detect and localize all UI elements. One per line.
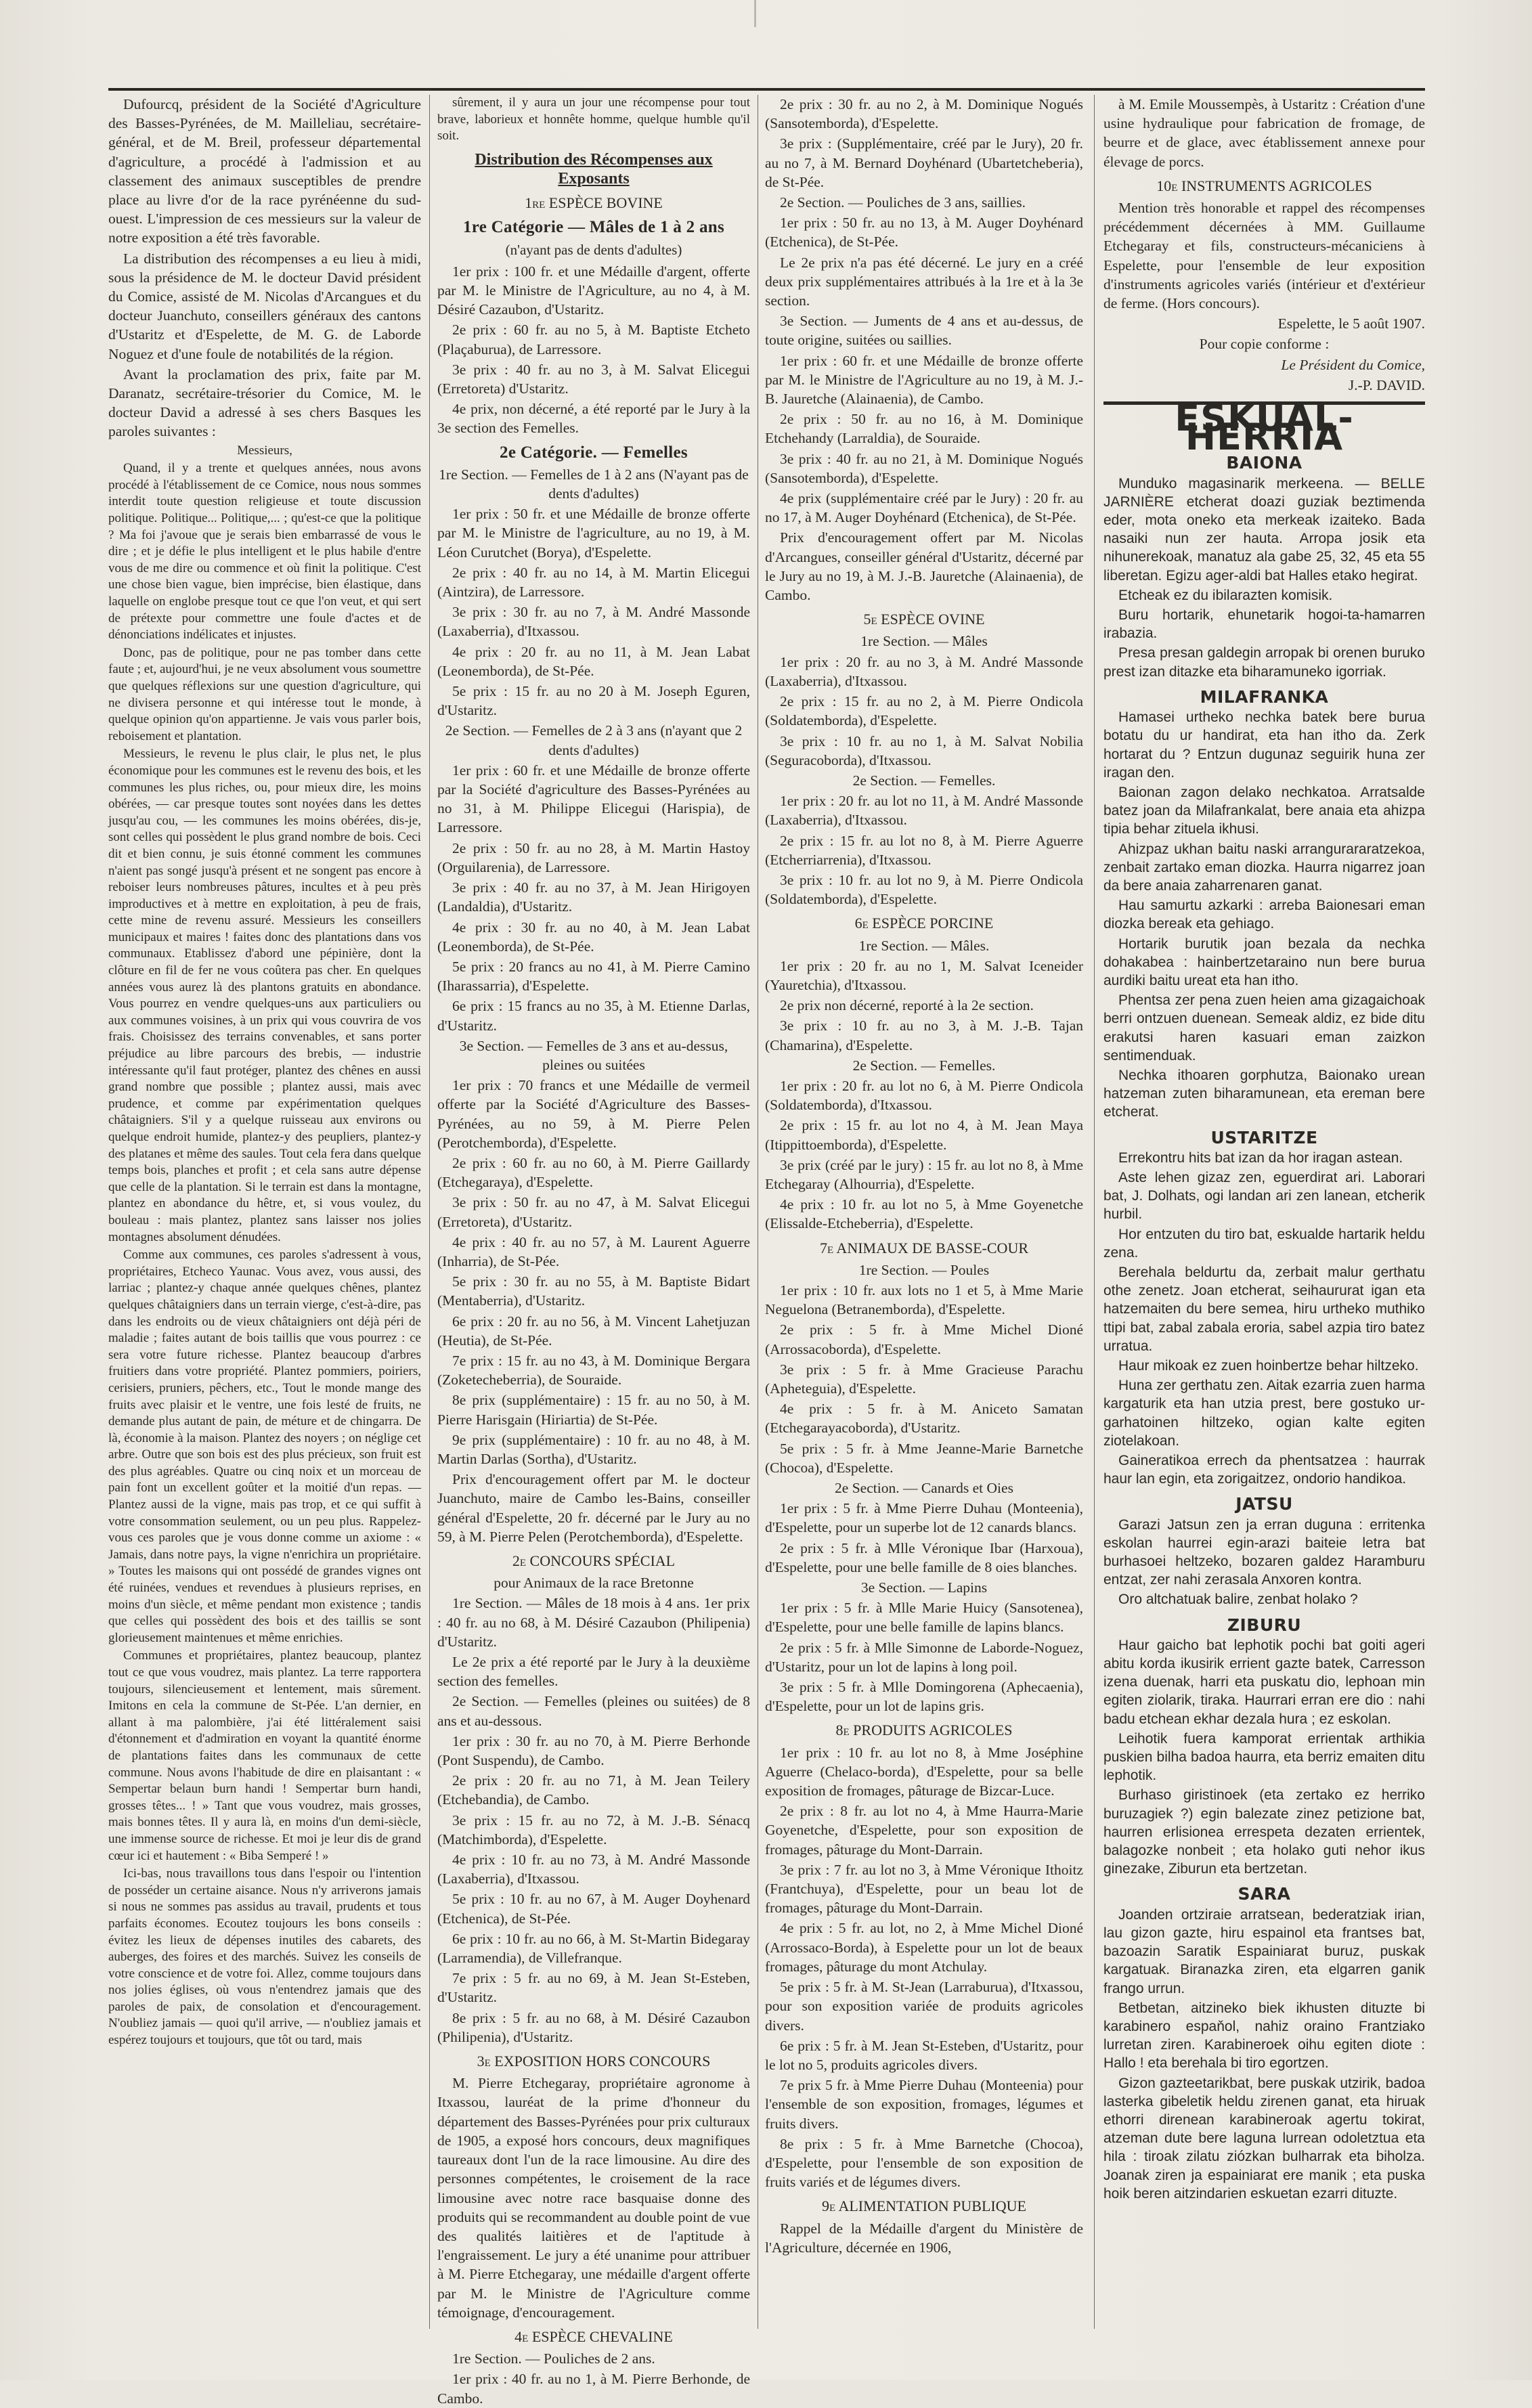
award-entry: 1er prix : 20 fr. au lot no 11, à M. André Massonde (Laxaberria), d'Itxassou.: [765, 793, 1083, 829]
news-paragraph: Leihotik fuera kamporat errientak arthikia puskien bilha badoa haurra, eta berriz emaiten ditu lephotik.: [1103, 1730, 1425, 1784]
news-paragraph: Gizon gazteetarikbat, bere puskak utzirik, badoa lasterka gibeletik heldu zirenen ganat, eta hiruak ethorri direnean karabineroak agertu tokirat, atzeman dute bere lagunа lurrean odoletztua eta hila : tiroak zilatu ziózkan bulharrak eta biholza. Joanak ziren ja espainiarat ere manik ; eta puska hoik beren aitzindarien eskuetan ezarri dituzte.: [1103, 2075, 1425, 2202]
award-entry: 1er prix : 20 fr. au no 3, à M. André Massonde (Laxaberria), d'Itxassou.: [765, 653, 1083, 689]
award-entry: 2e prix : 30 fr. au no 2, à M. Dominique Nogués (Sansotemborda), d'Espelette.: [765, 96, 1083, 132]
award-entry: 2e prix : 50 fr. au no 28, à M. Martin Hastoy (Orguilarenia), de Larressore.: [437, 839, 750, 875]
news-paragraph: Errekontru hits bat izan da hor iragan astean.: [1118, 1150, 1403, 1166]
category-subheading: (n'ayant pas de dents d'adultes): [505, 241, 682, 258]
award-entry: 3e prix : (Supplémentaire, créé par le Jury), 20 fr. au no 7, à M. Bernard Doyhénard (Ubartetcheberia), de St-Pée.: [765, 135, 1083, 190]
award-entry: 1re Section. — Femelles de 1 à 2 ans (N'ayant pas de dents d'adultes): [439, 466, 749, 502]
award-entry: 1re Section. — Poules: [858, 1261, 990, 1278]
award-entry: 2e Section. — Femelles de 2 à 3 ans (n'ayant que 2 dents d'adultes): [445, 722, 743, 758]
section-subheading: pour Animaux de la race Bretonne: [494, 1575, 694, 1592]
section-heading: 8e PRODUITS AGRICOLES: [835, 1722, 1013, 1739]
speech-paragraph: Comme aux communes, ces paroles s'adressent à vous, propriétaires, Etcheco Yaunac. Vous avez, vous aussi, des larriac ; plantez-y chaque année quelques chênes, plantez quelques châtaigniers dans un terrain vierge, c'est-à-dire, pas dans les endroits ou de vieux châtaigniers ont déjà péri de maladie ; faites autant de bois taillis que vous pourrez : ce sera votre future richesse. Plantez beaucoup d'arbres fruitiers dans votre propriété. Plantez pommiers, poiriers, cerisiers, pruniers, pêchers, etc., Tout le monde mange des fruits avec plaisir et le ventre, une fois lesté de fruits, ne demande plus autant de pain, de méture et de chingarra. De là, économie à la maison. Plantez des noyers ; on néglige cet arbre. Outre que son bois est des plus précieux, son fruit est des plus agréables. Quatre ou cinq noix et un morceau de pain font un excellent goûter et la moitié d'un repas. — Plantez aussi de la vigne, mais pas trop, et ce qui suffit à votre consommation seulement, ou un peu plus. Rappelez-vous ces paroles que je vous donne comme un axiome : « Jamais, dans notre pays, la vigne n'enrichira un propriétaire. » Toutes les maisons qui ont possédé de grandes vignes ont été ruinées, vendues et revendues à plusieurs reprises, en moins d'un siècle, et même pendant mon existence ; tandis que celles qui possèdent des bois et des taillis se sont glorieusement maintenues et même enrichies.: [108, 1248, 421, 1645]
news-paragraph: Garazi Jatsun zen ja erran duguna : erritenka eskolan haurrei egin-arazi baiteie letra bat burhasoei heltzeko, bozaren galdez Haramburu entzat, zer nahi zerasala Anxoren kontra.: [1103, 1516, 1425, 1588]
award-entry: 1re Section. — Mâles de 18 mois à 4 ans. 1er prix : 40 fr. au no 68, à M. Désiré Cazaubon (Philipenia) d'Ustaritz.: [437, 1595, 750, 1650]
speech-paragraph: Quand, il y a trente et quelques années, nous avons procédé à l'établissement de ce Comice, nous nous sommes interdit toute question religieuse et toute discussion politique. Politique... Politique,... ; qu'est-ce que la politique ? Ma foi j'avoue que je serais bien embarrassé de vous le dire ; et je défie le plus intelligent et le plus habile d'entre vous de me dire ou commence et où finit la politique. C'est une chose bien vague, bien imprécise, bien élastique, dans laquelle on englobe presque tout ce que l'on veut, et qui sert de prétexte pour commettre une foule d'actes et de dénonciations indélicates et injustes.: [108, 461, 421, 642]
award-entry: 6e prix : 20 fr. au no 56, à M. Vincent Lahetjuzan (Heutia), de St-Pée.: [437, 1313, 750, 1349]
award-entry: 3e Section. — Lapins: [860, 1579, 988, 1596]
award-entry: 1re Section. — Pouliches de 2 ans.: [452, 2350, 655, 2367]
paragraph: Mention très honorable et rappel des récompenses précédemment décernées à MM. Guillaume Etchegaray et fils, constructeurs-mécaniciens à Espelette, pour l'ensemble de leur exposition d'instruments agricoles variés (intérieur et d'extérieur de ferme. (Hors concours).: [1103, 200, 1425, 312]
column-4-basque-news: [1103, 95, 1425, 2336]
paragraph: Dufourcq, président de la Société d'Agriculture des Basses-Pyrénées, de M. Mailleliau, secrétaire-général, et de M. Breil, professeur départemental d'agriculture, a procédé à l'admission et au classement des animaux susceptibles de prendre place au livre d'or de la race pyrénéenne du sud-ouest. L'impression de ces messieurs sur la valeur de notre exposition a été très favorable.: [108, 96, 421, 246]
paragraph: La distribution des récompenses a eu lieu à midi, sous la présidence de M. le docteur David président du Comice, assisté de M. Nicolas d'Arcangues et du docteur Juanchuto, conseillers généraux des cantons d'Ustaritz et d'Espelette, de M. G. de Laborde Noguez et d'une foule de notabilités de la région.: [108, 250, 421, 362]
award-entry: 3e prix : 30 fr. au no 7, à M. André Massonde (Laxaberria), d'Itxassou.: [437, 604, 750, 640]
town-heading-milafranka: MILAFRANKA: [1200, 686, 1329, 707]
speech-paragraph: Donc, pas de politique, pour ne pas tomber dans cette faute ; et, aujourd'hui, je ne veux absolument vous soumettre que quelques réflexions sur une question d'agriculture, qui ne divisera personne et qui intéresse tout le monde, à quelque opinion qu'on appartienne. Je vais vous parler bois, reboisement et plantation.: [108, 645, 421, 743]
award-entry: 4e prix (supplémentaire créé par le Jury) : 20 fr. au no 17, à M. Auger Doyhénard (Etchenica), de St-Pée.: [765, 490, 1083, 526]
section-title: Distribution des Récompenses aux Exposants: [475, 150, 713, 188]
award-entry: 2e prix : 5 fr. à Mlle Simonne de Laborde-Noguez, d'Ustaritz, pour un lot de lapins à long poil.: [765, 1639, 1083, 1675]
award-entry: 5e prix : 5 fr. à Mme Jeanne-Marie Barnetche (Chocoa), d'Espelette.: [765, 1440, 1083, 1476]
award-entry: 4e prix : 40 fr. au no 57, à M. Laurent Aguerre (Inharria), de St-Pée.: [437, 1233, 750, 1269]
award-entry: 5e prix : 30 fr. au no 55, à M. Baptiste Bidart (Mentaberria), d'Ustaritz.: [437, 1273, 750, 1309]
speech-paragraph: Messieurs, le revenu le plus clair, le plus net, le plus économique pour les communes est le revenu des bois, et les communes les plus riches, ou, pour mieux dire, les moins obérées, — car presque toutes sont noyées dans les dettes jusqu'au cou, — les communes les moins obérées, dis-je, sont celles qui possèdent le plus grand nombre de bois. Ceci dit et bien connu, je suis étonné comment les communes n'aient pas songé jusqu'à présent et ne songent pas encore à reboiser leurs nombreuses pâtures, incultes et à peu près improductives et à mettre en exploitation, à peu de frais, cette mine de revenu assuré. Messieurs les conseillers municipaux et maires ! faites donc des plantations dans vos communaux. Etablissez d'abord une pépinière, dont la clôture en fil de fer ne vous coûtera pas cher. En quelques années vous aurez là des plantons gratuits en abondance. Vous pourrez en vendre quelques-uns aux particuliers ou aux communes voisines, à un prix qui vous couvrira de vos frais. Choisissez des terrains convenables, et sans porter préjudice au libre parcours des brebis, — industrie intéressante qu'il faut protéger, plantez des chênes en aussi grand nombre que possible ; plantez aussi, mais avec prudence, et comme par expérimentation quelques châtaigniers. S'il y a quelque ruisseau aux environs ou quelque endroit humide, plantez-y des peupliers, plantez-y des platanes et même des saules. Tout cela fera dans quelque temps bois, planches et profit ; et cela sans autre dépense que celle de la plantation. Si le terrain est dans la montagne, plantez en abondance du hêtre, et, si vous voulez, du bouleau : mais plantez, plantez sans laisser nos jolies montagnes absolument dénudées.: [108, 747, 421, 1244]
award-entry: 2e prix : 15 fr. au lot no 8, à M. Pierre Aguerre (Etcherriarrenia), d'Itxassou.: [765, 832, 1083, 868]
paragraph: sûrement, il y aura un jour une récompense pour tout brave, laborieux et honnête homme, quelque humble qu'il soit.: [437, 95, 750, 144]
news-paragraph: Buru hortarik, ehunetarik hogoi-ta-hamarren irabazia.: [1103, 607, 1425, 642]
column-rule-3: [1094, 95, 1095, 2329]
award-entry: 6e prix : 15 francs au no 35, à M. Etienne Darlas, d'Ustaritz.: [437, 998, 750, 1034]
award-entry: 3e prix (créé par le jury) : 15 fr. au lot no 8, à Mme Etchegaray (Alhourria), d'Espelette.: [765, 1156, 1083, 1192]
column-rule-1: [429, 95, 430, 2329]
award-entry: 3e prix : 5 fr. à Mme Gracieuse Parachu (Apheteguia), d'Espelette.: [765, 1361, 1083, 1397]
award-entry: 8e prix : 5 fr. à Mme Barnetche (Chocoa), d'Espelette, pour l'ensemble de son exposition de fruits variés et de légumes divers.: [765, 2135, 1083, 2191]
salutation: Messieurs,: [237, 443, 292, 458]
paragraph: à M. Emile Moussempès, à Ustaritz : Création d'une usine hydraulique pour fabrication de fromage, de beurre et de glace, avec établissement annexe pour élevage de porcs.: [1103, 96, 1425, 170]
news-paragraph: Burhaso giristinoek (eta zertako ez herriko buruzagiek ?) egin balezate zinez petizione bat, haurren erlisionea errespeta dezaten errientek, balagozke nonbeit ; eta holako guti nehor ikus ginezake, Ziburun eta bertzetan.: [1103, 1787, 1425, 1877]
section-heading: 10e INSTRUMENTS AGRICOLES: [1156, 177, 1372, 194]
award-entry: 3e prix : 5 fr. à Mlle Domingorena (Aphecaenia), d'Espelette, pour un lot de lapins gris.: [765, 1679, 1083, 1715]
award-entry: Le 2e prix n'a pas été décerné. Le jury en a créé deux prix supplémentaires attribués à la 1re et à la 3e section.: [765, 254, 1083, 309]
section-heading: 2e CONCOURS SPÉCIAL: [512, 1552, 676, 1569]
news-paragraph: Hau samurtu azkarki : arreba Baionesari eman diozka bereak eta gehiago.: [1103, 898, 1425, 932]
news-paragraph: Betbetan, aitzineko biek ikhusten dituzte bi karabinero espaňol, nahiz orainο Frantziako lurretan ziren. Karabinerοek oihu egiten diote : Hallo ! eta berehala bi tiro egortzen.: [1103, 2000, 1425, 2072]
award-entry: 3e prix : 10 fr. au lot no 9, à M. Pierre Ondicola (Soldatemborda), d'Espelette.: [765, 871, 1083, 908]
award-entry: 1re Section. — Mâles.: [858, 937, 990, 954]
section-heading: 6e ESPÈCE PORCINE: [854, 915, 994, 932]
copy-note: Pour copie conforme :: [1199, 336, 1330, 353]
award-entry: 4e prix : 20 fr. au no 11, à M. Jean Labat (Leonemborda), de St-Pée.: [437, 643, 750, 679]
award-entry: 1er prix : 20 fr. au no 1, M. Salvat Iceneider (Yauretchia), d'Itxassou.: [765, 957, 1083, 993]
award-entry: 1er prix : 60 fr. et une Médaille de bronze offerte par M. le Ministre de l'Agriculture au no 19, à M. J.-B. Jauretche (Alainaenia), de Cambo.: [765, 352, 1083, 408]
award-entry: 2e Section. — Femelles.: [852, 1057, 996, 1074]
award-entry: 3e prix : 15 fr. au no 72, à M. J.-B. Sénacq (Matchimborda), d'Espelette.: [437, 1812, 750, 1847]
eskual-herria-banner: ESKUAL-HERRIA: [1103, 401, 1425, 447]
section-heading: 4e ESPÈCE CHEVALINE: [515, 2327, 673, 2345]
award-entry: 8e prix (supplémentaire) : 15 fr. au no 50, à M. Pierre Harisgain (Hiriartia) de St-Pée.: [437, 1392, 750, 1428]
award-entry: 2e prix : 20 fr. au no 71, à M. Jean Teilery (Etchebandia), de Cambo.: [437, 1772, 750, 1808]
award-entry: 2e prix : 5 fr. à Mme Michel Dioné (Arrossacoborda), d'Espelette.: [765, 1321, 1083, 1357]
award-entry: 2e prix : 15 fr. au lot no 4, à M. Jean Maya (Itippittoemborda), d'Espelette.: [765, 1117, 1083, 1153]
award-entry: 3e prix : 10 fr. au no 3, à M. J.-B. Tajan (Chamarina), d'Espelette.: [765, 1017, 1083, 1053]
news-paragraph: Hor entzuten du tiro bat, eskualde hartarik heldu zena.: [1103, 1226, 1425, 1261]
news-paragraph: Haur mikoak ez zuen hoinbertze behar hiltzeko.: [1118, 1358, 1419, 1374]
award-entry: 3e prix : 40 fr. au no 37, à M. Jean Hirigoyen (Landaldia), d'Ustaritz.: [437, 879, 750, 915]
speech-paragraph: Ici-bas, nous travaillons tous dans l'espoir ou l'intention de posséder un certaine aisance. Nous n'y arriverons jamais si nous ne sommes pas assidus au travail, prudents et tous parfaits économes. Ecoutez toujours les bons conseils : évitez les lieux de dépenses inutiles des cabarets, des auberges, des foires et des marchés. Suivez les conseils de votre conscience et de votre foi. Allez, comme toujours dans nos jolies églises, où vous n'entendrez jamais que des paroles de paix, de consolation et d'encouragement. N'oubliez jamais — quoi qu'il arrive, — n'oubliez jamais et espérez toujours et toujours, que tôt ou tard, mais: [108, 1866, 421, 2048]
award-entry: 4e prix : 10 fr. au lot no 5, à Mme Goyenetche (Elissalde-Etcheberria), d'Espelette.: [765, 1196, 1083, 1232]
award-entry: 1er prix : 70 francs et une Médaille de vermeil offerte par la Société d'Agriculture des Basses-Pyrénées, au no 59, à M. Pierre Pelen (Perotchemborda), d'Espelette.: [437, 1077, 750, 1151]
award-entry: 5e prix : 10 fr. au no 67, à M. Auger Doyhenard (Etchenica), de St-Pée.: [437, 1891, 750, 1927]
award-entry: 2e Section. — Femelles.: [852, 772, 996, 789]
award-entry: 3e prix : 50 fr. au no 47, à M. Salvat Elicegui (Erretoreta), d'Ustaritz.: [437, 1194, 750, 1230]
award-entry: 4e prix : 10 fr. au no 73, à M. André Massonde (Laxaberria), d'Itxassou.: [437, 1852, 750, 1887]
award-entry: 4e prix : 5 fr. à M. Aniceto Samatan (Etchegarayacoborda), d'Ustaritz.: [765, 1401, 1083, 1437]
award-entry: 1er prix : 50 fr. et une Médaille de bronze offerte par M. le Ministre de l'agriculture, au no 19, à M. Léon Curutchet (Borya), d'Espelette.: [437, 506, 750, 561]
award-entry: 9e prix (supplémentaire) : 10 fr. au no 48, à M. Martin Darlas (Sortha), d'Ustaritz.: [437, 1431, 750, 1467]
signature-name: J.-P. DAVID.: [1348, 376, 1425, 393]
award-entry: 2e prix : 40 fr. au no 14, à M. Martin Elicegui (Aintzira), de Larressore.: [437, 564, 750, 600]
top-rule: [108, 88, 1425, 91]
award-entry: 3e prix : 40 fr. au no 3, à M. Salvat Elicegui (Erretoreta) d'Ustaritz.: [437, 361, 750, 397]
column-2-awards: [437, 95, 750, 2407]
news-paragraph: Gaineratikoa errech da phentsatzea : haurrak haur lan egin, eta zorigaitzez, ondorio handikoa.: [1103, 1453, 1425, 1487]
award-entry: 7e prix : 15 fr. au no 43, à M. Dominique Bergara (Zoketecheberria), de Souraide.: [437, 1352, 750, 1388]
section-heading: 3e EXPOSITION HORS CONCOURS: [477, 2053, 711, 2070]
award-entry: Le 2e prix a été reporté par le Jury à la deuxième section des femelles.: [437, 1654, 750, 1690]
paragraph: M. Pierre Etchegaray, propriétaire agronome à Itxassou, lauréat de la prime d'honneur du département des Basses-Pyrénées pour prix culturaux de 1905, a exposé hors concours, deux magnifiques taureaux dont l'un de la race limousine. Au dire des personnes compétentes, le croisement de la race limousine avec notre race basquaise donne des produits qui se recommandent au double point de vue des qualités laitières et de l'aptitude à l'engraissement. Le jury a été unanime pour attribuer à M. Pierre Etchegaray, une médaille d'argent offerte par M. le Ministre de l'Agriculture comme témoignage, d'encouragement.: [437, 2075, 750, 2321]
award-entry: 6e prix : 10 fr. au no 66, à M. St-Martin Bidegaray (Larramendia), de Villefranque.: [437, 1930, 750, 1967]
town-heading-baiona: BAIONA: [1226, 453, 1303, 473]
news-paragraph: Munduko magasinarik merkeena. — BELLE JARNIÈRE etcherat doazi guziak beztimenda eder, mota oneko eta merkeak izaiteko. Bada nasaiki nun zer hauta. Arropa josik eta nihunerekoak, manatuz ala gabe 25, 32, 45 eta 55 liberetan. Egizu ager-aldi bat Halles etako hegirat.: [1103, 475, 1425, 584]
award-entry: 4e prix : 5 fr. au lot, no 2, à Mme Michel Dioné (Arrossaco-Borda), à Espelette pour un lot de beaux fromages, pâturage du mont Atchulay.: [765, 1920, 1083, 1975]
section-heading: 7e ANIMAUX DE BASSE-COUR: [819, 1239, 1029, 1256]
award-entry: 1re Section. — Mâles: [860, 633, 988, 650]
news-paragraph: Berehala beldurtu da, zerbait malur gerthatu othe zenetz. Joan etcherat, seihaururat igan eta hatzemaiten du bere semea, hiru urtheko muthiko ttipi bat, zabal zabala erorіa, sabel azpia tiro batez urratua.: [1103, 1264, 1425, 1354]
award-entry: 1er prix : 100 fr. et une Médaille d'argent, offerte par M. le Ministre de l'Agriculture, au no 4, à M. Désiré Cazaubon, d'Ustaritz.: [437, 263, 750, 318]
award-entry: 2e prix non décerné, reporté à la 2e section.: [780, 997, 1034, 1014]
award-entry: Prix d'encouragement offert par M. Nicolas d'Arcangues, conseiller général d'Ustaritz, décerné par le Jury au no 19, à M. J.-B. Jauretche (Alainaenia), de Cambo.: [765, 529, 1083, 604]
news-paragraph: Huna zer gerthatu zen. Aitak ezarria zuen harma kargaturik eta han utzia prest, bere gostuko ur-garhatoinen hiltzeko, ogian kalte egiten ziotelakoan.: [1103, 1378, 1425, 1449]
news-paragraph: Phentsa zer pena zuen heien ama gizagaichoak berri ontzuen duenean. Semeak aldiz, ez bide ditu erakutsi haren kasuari eman zaizkon sentimenduak.: [1103, 992, 1425, 1064]
award-entry: 1er prix : 10 fr. aux lots no 1 et 5, à Mme Marie Neguelona (Betranemborda), d'Espelette.: [765, 1282, 1083, 1318]
award-entry: 3e Section. — Juments de 4 ans et au-dessus, de toute origine, suitées ou saillies.: [765, 313, 1083, 349]
award-entry: 2e Section. — Femelles (pleines ou suitées) de 8 ans et au-dessous.: [437, 1693, 750, 1729]
news-paragraph: Etcheak ez du ibilarazten komisik.: [1118, 587, 1333, 603]
award-entry: 4e prix, non décerné, a été reporté par le Jury à la 3e section des Femelles.: [437, 401, 750, 437]
award-entry: 7e prix 5 fr. à Mme Pierre Duhau (Monteenia) pour l'ensemble de son exposition, fromages, légumes et fruits divers.: [765, 2077, 1083, 2132]
signature-title: Le Président du Comice,: [1281, 356, 1425, 373]
section-heading: 5e ESPÈCE OVINE: [863, 611, 985, 628]
award-entry: 5e prix : 15 fr. au no 20 à M. Joseph Eguren, d'Ustaritz.: [437, 683, 750, 719]
award-entry: 3e prix : 40 fr. au no 21, à M. Dominique Nogués (Sansotemborda), d'Espelette.: [765, 450, 1083, 486]
award-entry: 1er prix : 10 fr. au lot no 8, à Mme Joséphine Aguerre (Chelaco-borda), d'Espelette, pour sa belle exposition de fromages, pâturage de Bizcar-Luce.: [765, 1744, 1083, 1799]
award-entry: 3e prix : 7 fr. au lot no 3, à Mme Véronique Ithoitz (Frantchuya), d'Espelette, pour un beau lot de fromages, pâturage du Mont-Darrain.: [765, 1861, 1083, 1917]
award-entry: 1er prix : 40 fr. au no 1, à M. Pierre Berhonde, de Cambo.: [437, 2371, 750, 2407]
award-entry: 7e prix : 5 fr. au no 69, à M. Jean St-Esteben, d'Ustaritz.: [437, 1970, 750, 2006]
news-paragraph: Hamasei urtheko nechka batek bere burua botatu du ur handirat, eta han itho da. Zerk hortarat du ? Entzun dugunaz seguirik huna zer iragan den.: [1103, 709, 1425, 781]
paragraph: Rappel de la Médaille d'argent du Ministère de l'Agriculture, décernée en 1906,: [765, 2220, 1083, 2256]
section-heading: 9e ALIMENTATION PUBLIQUE: [822, 2197, 1026, 2215]
award-entry: 3e Section. — Femelles de 3 ans et au-dessus, pleines ou suitées: [459, 1037, 728, 1073]
news-paragraph: Oro altchatuak balire, zenbat holako ?: [1118, 1592, 1358, 1608]
page-fold-mark: [754, 0, 756, 27]
award-entry: 2e prix : 15 fr. au no 2, à M. Pierre Ondicola (Soldatemborda), d'Espelette.: [765, 693, 1083, 729]
speech-paragraph: Communes et propriétaires, plantez beaucoup, plantez tout ce que vous voudrez, mais plantez. La terre rapportera toujours, silencieusement et lentement, mais sûrement. Imitons en cela la commune de St-Pée. L'an dernier, en allant à ma palombière, j'ai été littéralement saisi d'étonnement et d'admiration en voyant la quantité énorme de plantations faites dans les communaux de cette commune. Nous avons l'habitude de dire en plaisantant : « Sempertar belaun burn handi ! Sempertar burn handi, grosses têtes... ! » Tant que vous voudrez, mais grosses, mais bonnes têtes. Il y aura là, en moins d'un demi-siècle, une immense source de richesse. Et moi je leur dis de grand cœur ici et hautement : « Biba Semperé ! »: [108, 1648, 421, 1863]
category-heading: 1re Catégorie — Mâles de 1 à 2 ans: [462, 218, 725, 237]
award-entry: 3e prix : 10 fr. au no 1, à M. Salvat Nobilia (Seguracoborda), d'Itxassou.: [765, 732, 1083, 768]
town-heading-sara: SARA: [1238, 1884, 1291, 1904]
award-entry: 8e prix : 5 fr. au no 68, à M. Désiré Cazaubon (Philipenia), d'Ustaritz.: [437, 2009, 750, 2045]
award-entry: 4e prix : 30 fr. au no 40, à M. Jean Labat (Leonemborda), de St-Pée.: [437, 919, 750, 955]
award-entry: 1er prix : 20 fr. au lot no 6, à M. Pierre Ondicola (Soldatemborda), d'Itxassou.: [765, 1077, 1083, 1114]
news-paragraph: Nechka ithoaren gorphutza, Baionako urean hatzeman zuten biharamunean, eta ereman bere etcherat.: [1103, 1067, 1425, 1120]
award-entry: 2e prix : 8 fr. au lot no 4, à Mme Haurra-Marie Goyenetche, d'Espelette, pour son exposition de fromages, pâturage du Mont-Darrain.: [765, 1803, 1083, 1858]
award-entry: 1er prix : 30 fr. au no 70, à M. Pierre Berhonde (Pont Suspendu), de Cambo.: [437, 1732, 750, 1769]
news-paragraph: Haur gaicho bat lephotik pochi bat goiti ageri abitu korda ikusirik errient gazte batek, Carresson izena duenak, harri eta puskatu dio, lephoan min egiten ziolarik, tiraka. Haurrari erran ere dio : nahi badu etchean ekhar dezala hura ; ez eskolan.: [1103, 1637, 1425, 1727]
news-paragraph: Baionan zagon delako nechkatoa. Arratsalde batez joan da Milafrankalat, bere anaia eta ahizpa tipia behar zituela ikhusi.: [1103, 784, 1425, 837]
section-heading: 1re ESPÈCE BOVINE: [525, 194, 663, 212]
town-heading-jatsu: JATSU: [1235, 1494, 1293, 1514]
award-entry: 2e prix : 60 fr. au no 60, à M. Pierre Gaillardy (Etchegaraya), d'Espelette.: [437, 1154, 750, 1191]
news-paragraph: Joanden ortziraie arratsean, bederatziak irian, lau gizon gazte, hiru espainol eta frantses bat, bazoazin Saratik Espainiarat buruz, puskak kargatuak. Biranazka ziren, eta elgarren ganik frango urrun.: [1103, 1906, 1425, 1996]
award-entry: 1er prix : 60 fr. et une Médaille de bronze offerte par la Société d'agriculture des Basses-Pyrénées au no 31, à M. Philippe Elicegui (Harispia), de Larressore.: [437, 762, 750, 836]
award-entry: 2e prix : 60 fr. au no 5, à M. Baptiste Etcheto (Plaçaburua), de Larressore.: [437, 322, 750, 357]
award-entry: 5e prix : 5 fr. à M. St-Jean (Larraburua), d'Itxassou, pour son exposition variée de produits agricoles divers.: [765, 1979, 1083, 2034]
award-entry: Prix d'encouragement offert par M. le docteur Juanchuto, maire de Cambo les-Bains, conseiller général d'Espelette, 20 fr. décerné par le Jury au no 59, à M. Pierre Pelen (Perotchemborda), d'Espelette.: [437, 1471, 750, 1545]
paragraph: Avant la proclamation des prix, faite par M. Daranatz, secrétaire-trésorier du Comice, M. le docteur David a adressé à ses chers Basques les paroles suivantes :: [108, 366, 421, 440]
award-entry: 5e prix : 20 francs au no 41, à M. Pierre Camino (Iharassarria), d'Espelette.: [437, 958, 750, 994]
dateline: Espelette, le 5 août 1907.: [1277, 315, 1425, 332]
news-paragraph: Presa presan galdegin arropak bi orenen buruko prest izan ditazke eta biharamuneko igorriak.: [1103, 645, 1425, 680]
column-3-awards: [765, 95, 1083, 2336]
award-entry: 1er prix : 5 fr. à Mme Pierre Duhau (Monteenia), d'Espelette, pour un superbe lot de 12 canards blancs.: [765, 1500, 1083, 1536]
award-entry: 6e prix : 5 fr. à M. Jean St-Esteben, d'Ustaritz, pour le lot no 5, produits agricoles divers.: [765, 2037, 1083, 2073]
award-entry: 2e prix : 5 fr. à Mlle Véronique Ibar (Harxoua), d'Espelette, pour une belle famille de 8 oies blanches.: [765, 1539, 1083, 1575]
award-entry: 1er prix : 5 fr. à Mlle Marie Huicy (Sansotenea), d'Espelette, pour une belle famille de lapins blancs.: [765, 1600, 1083, 1636]
award-entry: 2e Section. — Pouliches de 3 ans, saillies.: [780, 194, 1026, 211]
award-entry: 2e Section. — Canards et Oies: [835, 1480, 1013, 1497]
town-heading-ziburu: ZIBURU: [1227, 1615, 1302, 1635]
news-paragraph: Ahizpaz ukhan baitu naski arrangurararatzekoa, zenbait zartako eman diozka. Haurra nigarrez joan da bere anaia zaharrenaren ganat.: [1103, 841, 1425, 894]
column-1-speech: [108, 95, 421, 2336]
award-entry: 2e prix : 50 fr. au no 16, à M. Dominique Etchehandy (Larraldia), de Souraide.: [765, 411, 1083, 447]
award-entry: 1er prix : 50 fr. au no 13, à M. Auger Doyhénard (Etchenica), de St-Pée.: [765, 215, 1083, 250]
news-paragraph: Aste lehen gizaz zen, eguerdirat ari. Laborari bat, J. Dolhats, ogi landan ari zen lanean, etcherik hurbil.: [1103, 1169, 1425, 1223]
category-heading: 2e Catégorie. — Femelles: [500, 443, 688, 462]
town-heading-ustaritze: USTARITZE: [1210, 1127, 1318, 1147]
news-paragraph: Hortarik burutik joan bezala da nechka dohakabea : hainbertzetarainο nun bere burua aurdiki baitu ureat eta han itho.: [1103, 936, 1425, 988]
